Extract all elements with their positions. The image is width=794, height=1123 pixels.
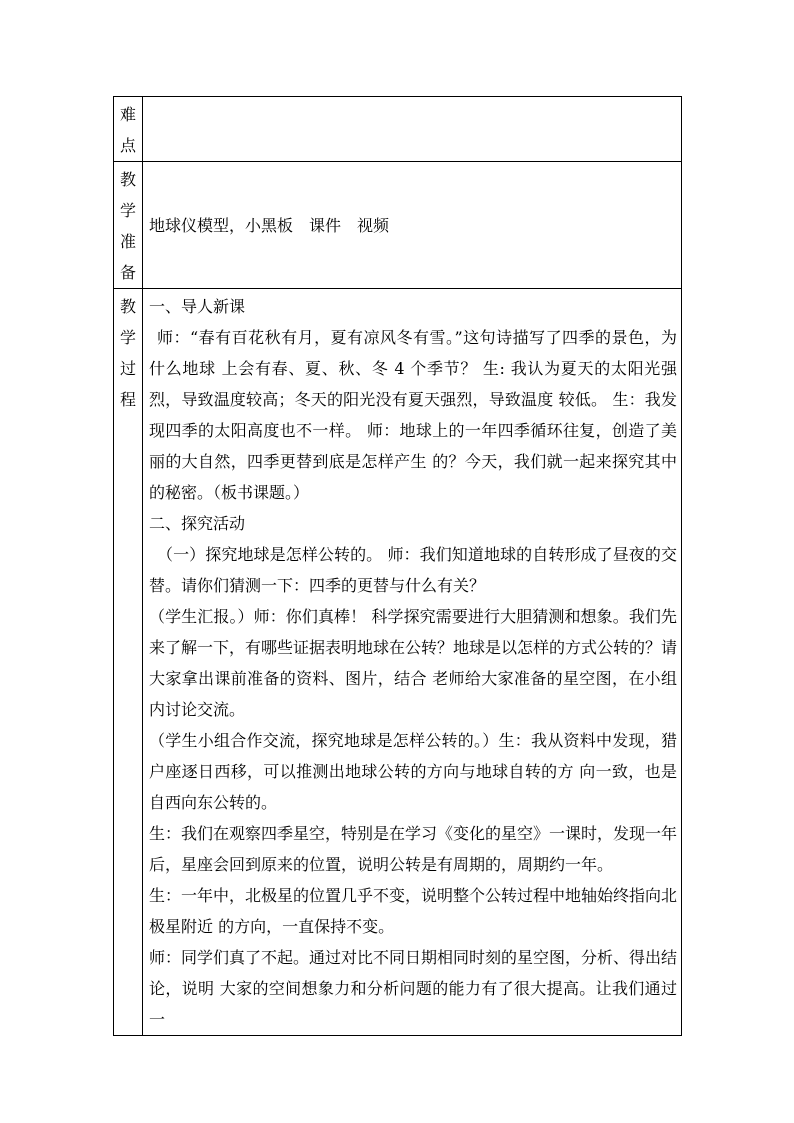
section-heading: 一、导人新课 xyxy=(149,297,246,316)
label-char: 准 xyxy=(119,232,136,251)
difficulty-label-cell xyxy=(114,97,143,162)
preparation-label-cell xyxy=(114,162,143,289)
paragraph: 师：同学们真了不起。通过对比不同日期相同时刻的星空图，分析、得出结论，说明 大家的空间想象力和分析问题的能力有了很大提高。让我们通过一 xyxy=(149,948,678,1029)
paragraph: （学生小组合作交流，探究地球是怎样公转的。）生：我从资料中发现，猎户座逐日西移，可以推测出地球公转的方向与地球自转的方 向一致，也是自西向东公转的。 xyxy=(149,731,677,812)
label-char: 教 xyxy=(119,170,136,189)
label-char: 学 xyxy=(119,201,136,220)
difficulty-label xyxy=(114,97,142,161)
label-char: 备 xyxy=(119,263,136,282)
section-heading: 二、探究活动 xyxy=(149,514,246,533)
difficulty-content-cell xyxy=(143,97,682,162)
lesson-plan-table xyxy=(113,96,682,1036)
label-char: 程 xyxy=(119,390,136,409)
label-char: 过 xyxy=(119,359,136,378)
preparation-label xyxy=(114,162,142,288)
process-label-cell xyxy=(114,289,143,1036)
process-row xyxy=(114,289,682,1036)
paragraph: 生：一年中，北极星的位置几乎不变，说明整个公转过程中地轴始终指向北极星附近 的方向，一直保持不变。 xyxy=(149,886,678,936)
preparation-row xyxy=(114,162,682,289)
difficulty-row xyxy=(114,97,682,162)
process-content xyxy=(143,289,682,1036)
label-char: 学 xyxy=(119,328,136,347)
paragraph: 生：我们在观察四季星空，特别是在学习《变化的星空》一课时，发现一年后，星座会回到原来的位置，说明公转是有周期的，周期约一年。 xyxy=(149,824,678,874)
label-char: 点 xyxy=(119,136,136,155)
paragraph: （一）探究地球是怎样公转的。 师：我们知道地球的自转形成了昼夜的交替。请你们猜测一下：四季的更替与什么有关？ xyxy=(149,545,677,595)
paragraph: （学生汇报。）师：你们真棒！ 科学探究需要进行大胆猜测和想象。我们先来了解一下，有哪些证据表明地球在公转？地球是以怎样的方式公转的？请大家拿出课前准备的资料、图片，结合 老师给大家准备的星空图，在小组内讨论交流。 xyxy=(149,607,678,719)
process-label xyxy=(114,289,142,415)
label-char: 难 xyxy=(119,105,136,124)
label-char: 教 xyxy=(119,297,136,316)
paragraph: 师：“春有百花秋有月，夏有凉风冬有雪。”这句诗描写了四季的景色，为什么地球 上会有春、夏、秋、冬 4 个季节？ 生: 我认为夏天的太阳光强烈，导致温度较高；冬天的阳光没有夏天强烈，导致温度 较低。 生：我发现四季的太阳高度也不一样。 师：地球上的一年四季循环往复，创造了美丽的大自然，四季更替到底是怎样产生 的？今天，我们就一起来探究其中的秘密。（板书课题。） xyxy=(149,328,677,502)
preparation-content: 地球仪模型，小黑板 课件 视频 xyxy=(143,162,682,289)
